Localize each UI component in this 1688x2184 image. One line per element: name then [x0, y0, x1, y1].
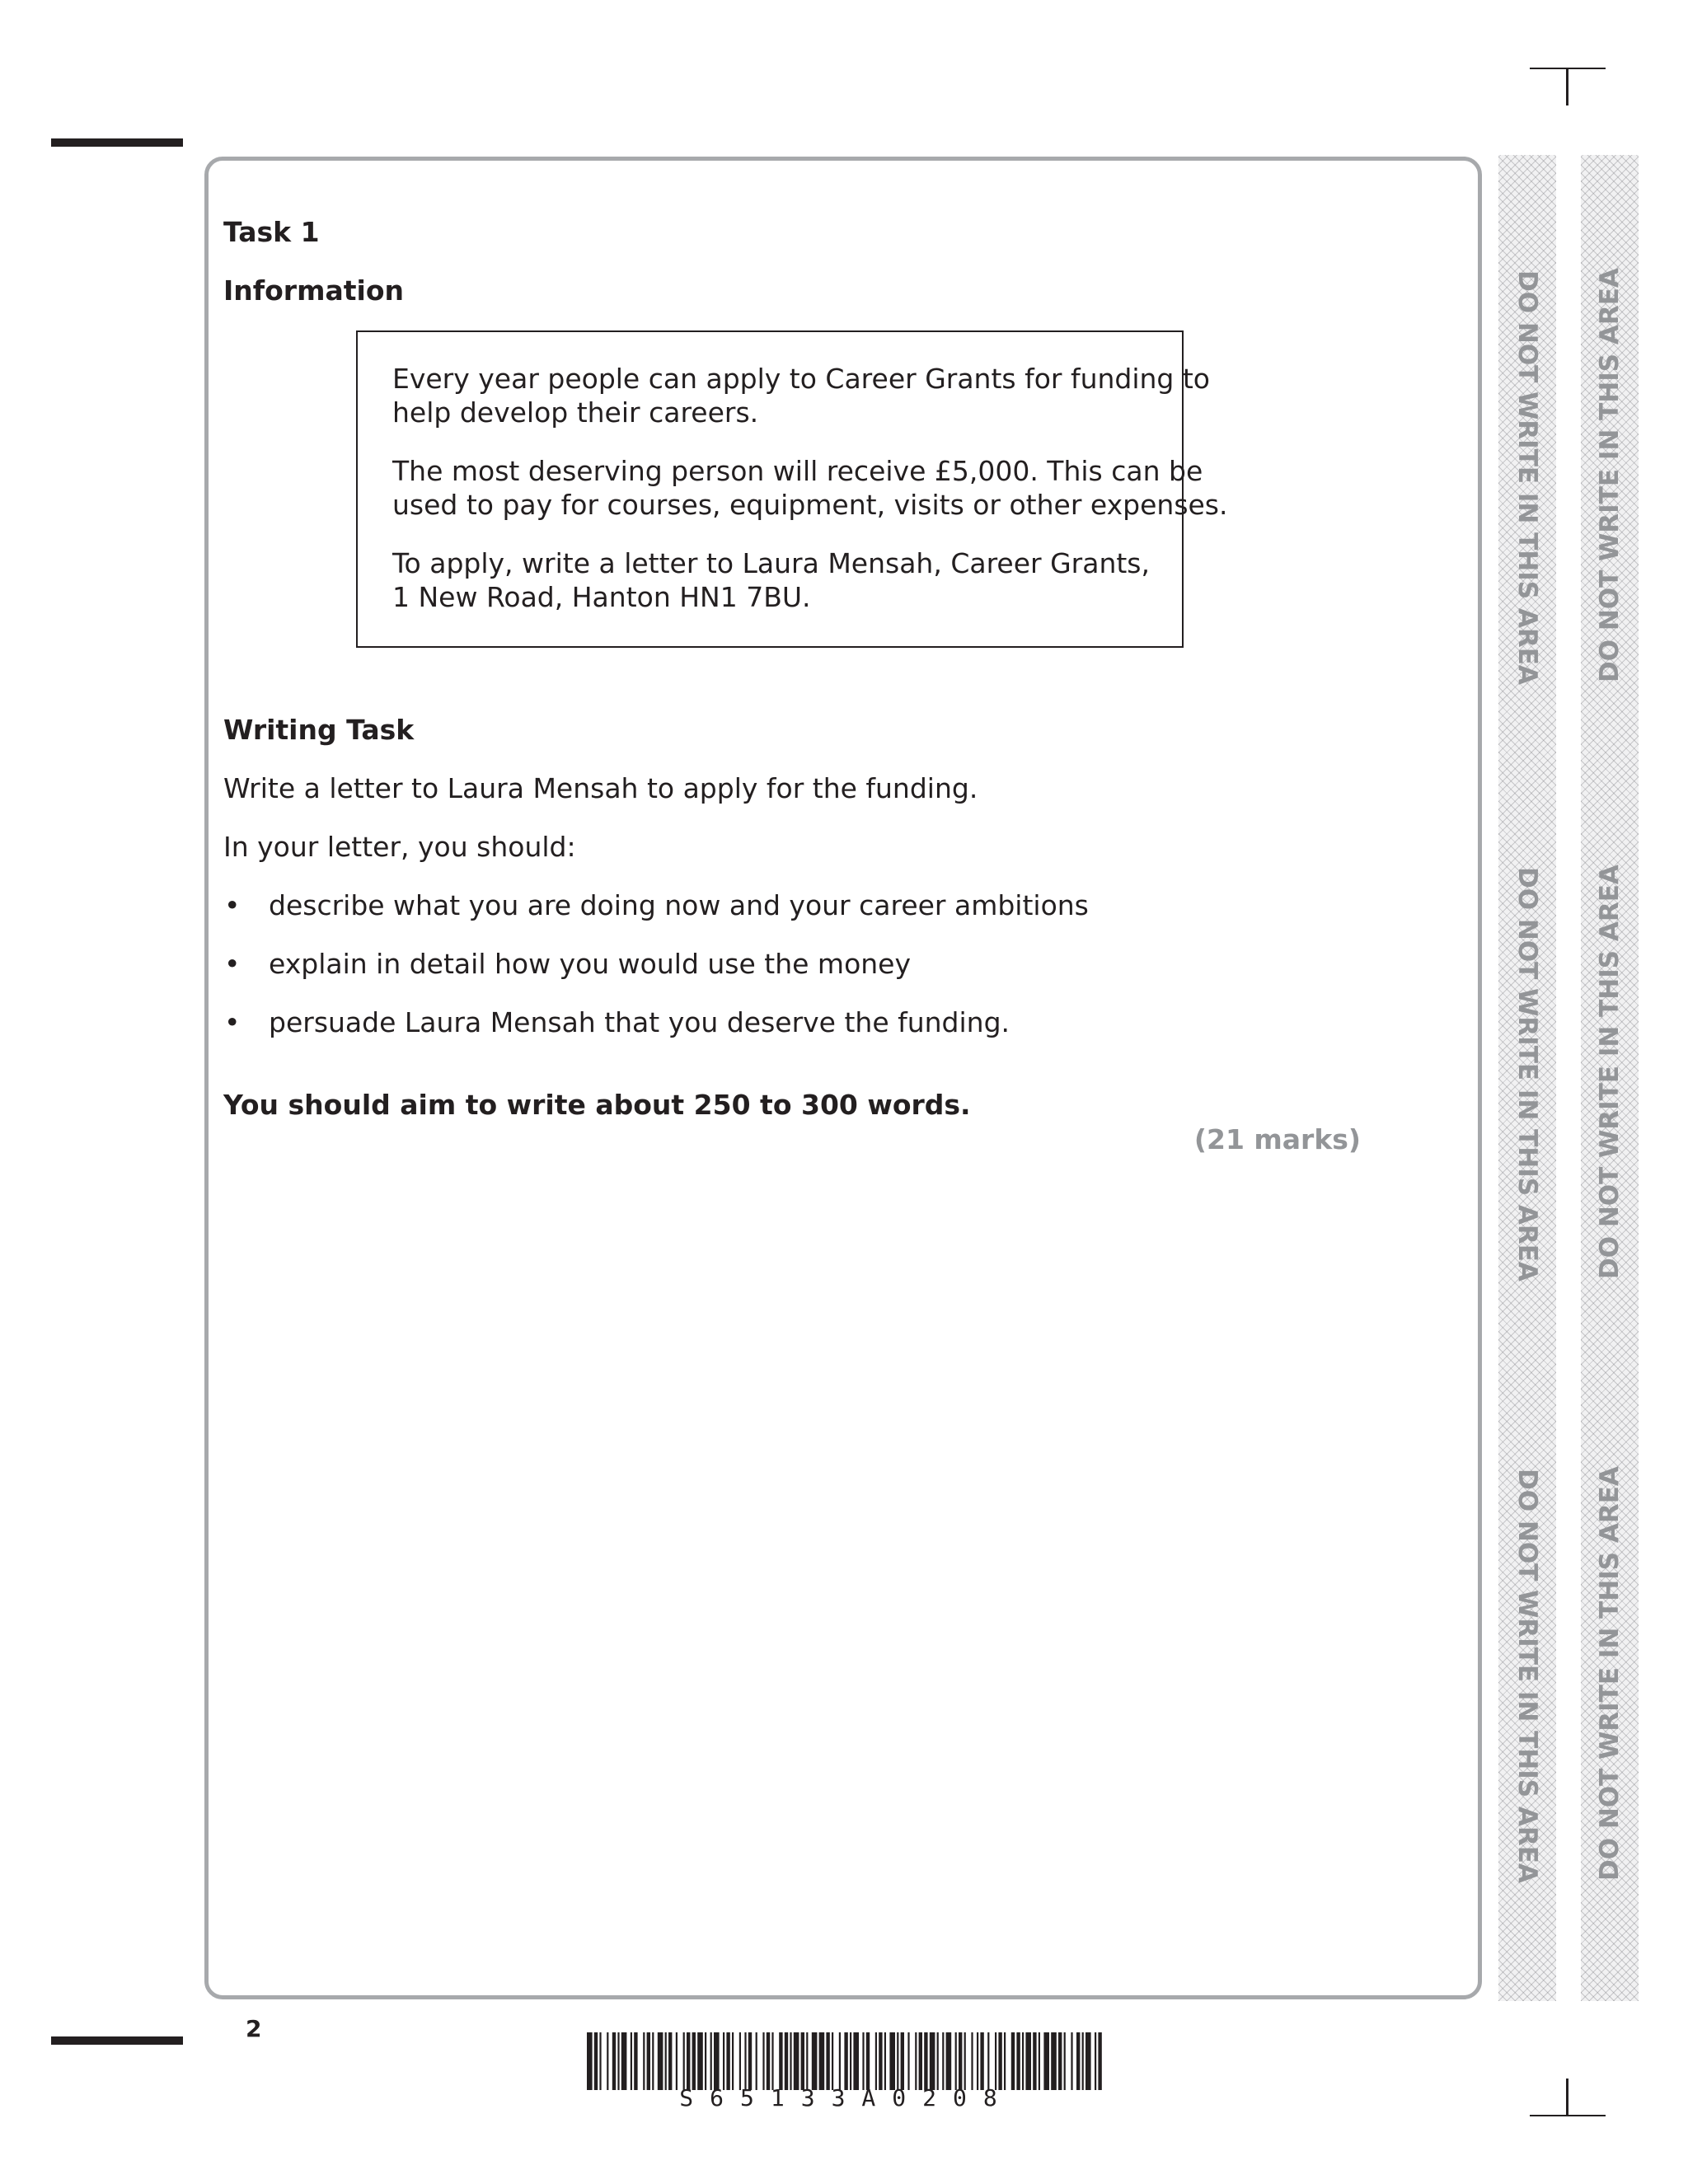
barcode-bar	[599, 2032, 601, 2090]
barcode-bar	[875, 2032, 877, 2090]
information-box	[356, 330, 1228, 648]
margin-warning-outer-2: DO NOT WRITE IN THIS AREA	[1595, 865, 1625, 1279]
bullet-marker-1: •	[224, 889, 241, 921]
barcode-bar	[884, 2032, 886, 2090]
barcode-bar	[687, 2032, 690, 2090]
barcode-bar	[901, 2032, 904, 2090]
information-heading: Information	[223, 274, 404, 307]
writing-task-heading: Writing Task	[223, 714, 415, 746]
barcode-bar	[964, 2032, 966, 2090]
info-paragraph-2-line-2: used to pay for courses, equipment, visits or other expenses.	[392, 489, 1228, 521]
task-heading: Task 1	[223, 216, 320, 248]
barcode-bar	[897, 2032, 898, 2090]
barcode-bar	[853, 2032, 859, 2090]
barcode-bar	[697, 2032, 703, 2090]
info-paragraph-3-line-2: 1 New Road, Hanton HN1 7BU.	[392, 581, 811, 613]
barcode-bar	[942, 2032, 944, 2090]
info-paragraph-1-line-2: help develop their careers.	[392, 396, 759, 429]
barcode-bar	[987, 2032, 989, 2090]
barcode-bar	[710, 2032, 712, 2090]
barcode-bar	[587, 2032, 593, 2090]
barcode-bar	[1022, 2032, 1024, 2090]
barcode-bar	[634, 2032, 637, 2090]
margin-warning-outer-1: DO NOT WRITE IN THIS AREA	[1595, 268, 1625, 682]
barcode-bar	[959, 2032, 962, 2090]
barcode-bar	[1095, 2032, 1096, 2090]
barcode-bar	[844, 2032, 847, 2090]
barcode-bar	[726, 2032, 729, 2090]
barcode-bar	[924, 2032, 927, 2090]
barcode-bar	[937, 2032, 939, 2090]
bullet-item-2: explain in detail how you would use the money	[269, 948, 912, 980]
barcode-bar	[723, 2032, 724, 2090]
barcode-bar	[971, 2032, 973, 2090]
margin-warning-inner-3: DO NOT WRITE IN THIS AREA	[1512, 1469, 1542, 1883]
barcode-bar	[643, 2032, 645, 2090]
info-paragraph-1-line-1: Every year people can apply to Career Grants for funding to	[392, 363, 1210, 395]
barcode-bar	[1058, 2032, 1062, 2090]
barcode-bar	[1025, 2032, 1031, 2090]
barcode-bar	[1016, 2032, 1020, 2090]
barcode-bar	[621, 2032, 627, 2090]
barcode-bar	[767, 2032, 770, 2090]
barcode-bar	[812, 2032, 818, 2090]
barcode-bar	[779, 2032, 782, 2090]
barcode-bar	[819, 2032, 825, 2090]
barcode-bar	[1033, 2032, 1036, 2090]
barcode-bar	[771, 2032, 773, 2090]
barcode-bar	[862, 2032, 864, 2090]
writing-task-instruction: Write a letter to Laura Mensah to apply for the funding.	[223, 772, 978, 804]
crop-mark-bottom-horizontal	[1530, 2115, 1606, 2116]
barcode-bar	[748, 2032, 752, 2090]
barcode-bar	[930, 2032, 935, 2090]
crop-mark-top-vertical	[1566, 69, 1568, 105]
barcode-bar	[1082, 2032, 1084, 2090]
barcode-bar	[658, 2032, 663, 2090]
barcode-bar	[1085, 2032, 1091, 2090]
barcode-bar	[668, 2032, 672, 2090]
registration-bar-top-left	[51, 138, 183, 147]
barcode-bar	[915, 2032, 917, 2090]
barcode-bar	[692, 2032, 696, 2090]
barcode-text: S65133A0208	[679, 2084, 1014, 2111]
margin-warning-inner-1: DO NOT WRITE IN THIS AREA	[1512, 270, 1542, 685]
bullet-item-3: persuade Laura Mensah that you deserve the funding.	[269, 1006, 1010, 1038]
barcode-bar	[785, 2032, 788, 2090]
barcode-bar	[631, 2032, 632, 2090]
barcode-bar	[739, 2032, 741, 2090]
barcode-bar	[607, 2032, 608, 2090]
barcode-bar	[955, 2032, 957, 2090]
page-number: 2	[246, 2015, 262, 2042]
margin-warning-outer-3: DO NOT WRITE IN THIS AREA	[1595, 1466, 1625, 1881]
writing-task-lead-in: In your letter, you should:	[223, 831, 576, 863]
barcode-bar	[762, 2032, 764, 2090]
info-paragraph-2-line-1: The most deserving person will receive £5,000. This can be	[392, 455, 1203, 487]
barcode-bar	[1011, 2032, 1015, 2090]
barcode-bar	[612, 2032, 616, 2090]
barcode-bar	[794, 2032, 799, 2090]
barcode-bar	[732, 2032, 734, 2090]
barcode-bar	[889, 2032, 895, 2090]
barcode-bar	[946, 2032, 952, 2090]
barcode-bar	[919, 2032, 922, 2090]
barcode-bar	[850, 2032, 851, 2090]
registration-bar-bottom-left	[51, 2036, 183, 2045]
barcode-bar	[907, 2032, 909, 2090]
barcode-bar	[647, 2032, 650, 2090]
margin-warning-inner-2: DO NOT WRITE IN THIS AREA	[1512, 867, 1542, 1282]
word-guidance: You should aim to write about 250 to 300 words.	[223, 1089, 971, 1121]
barcode-bar	[756, 2032, 757, 2090]
barcode-bar	[714, 2032, 720, 2090]
barcode	[587, 2032, 1106, 2090]
barcode-bar	[980, 2032, 983, 2090]
barcode-bar	[652, 2032, 654, 2090]
barcode-bar	[806, 2032, 808, 2090]
barcode-bar	[995, 2032, 996, 2090]
barcode-bar	[594, 2032, 598, 2090]
barcode-bar	[832, 2032, 833, 2090]
barcode-bar	[866, 2032, 870, 2090]
barcode-bar	[1098, 2032, 1101, 2090]
barcode-bar	[705, 2032, 706, 2090]
barcode-bar	[1039, 2032, 1040, 2090]
barcode-bar	[839, 2032, 841, 2090]
barcode-bar	[744, 2032, 746, 2090]
barcode-bar	[1076, 2032, 1080, 2090]
barcode-bar	[617, 2032, 619, 2090]
barcode-bar	[826, 2032, 829, 2090]
bullet-marker-3: •	[224, 1006, 241, 1038]
barcode-bar	[665, 2032, 667, 2090]
barcode-bar	[998, 2032, 1001, 2090]
barcode-bar	[1004, 2032, 1006, 2090]
barcode-bar	[1071, 2032, 1072, 2090]
barcode-bar	[801, 2032, 804, 2090]
barcode-bar	[1051, 2032, 1057, 2090]
bullet-item-1: describe what you are doing now and your career ambitions	[269, 889, 1089, 921]
marks-allocation: (21 marks)	[1193, 1123, 1361, 1155]
barcode-bar	[683, 2032, 685, 2090]
bullet-marker-2: •	[224, 948, 241, 980]
barcode-bar	[790, 2032, 791, 2090]
crop-mark-bottom-vertical	[1566, 2079, 1568, 2115]
barcode-bar	[1064, 2032, 1066, 2090]
barcode-bar	[676, 2032, 678, 2090]
barcode-bar	[879, 2032, 882, 2090]
barcode-bar	[1043, 2032, 1049, 2090]
info-paragraph-3-line-1: To apply, write a letter to Laura Mensah, Career Grants,	[392, 547, 1150, 579]
barcode-bar	[977, 2032, 978, 2090]
